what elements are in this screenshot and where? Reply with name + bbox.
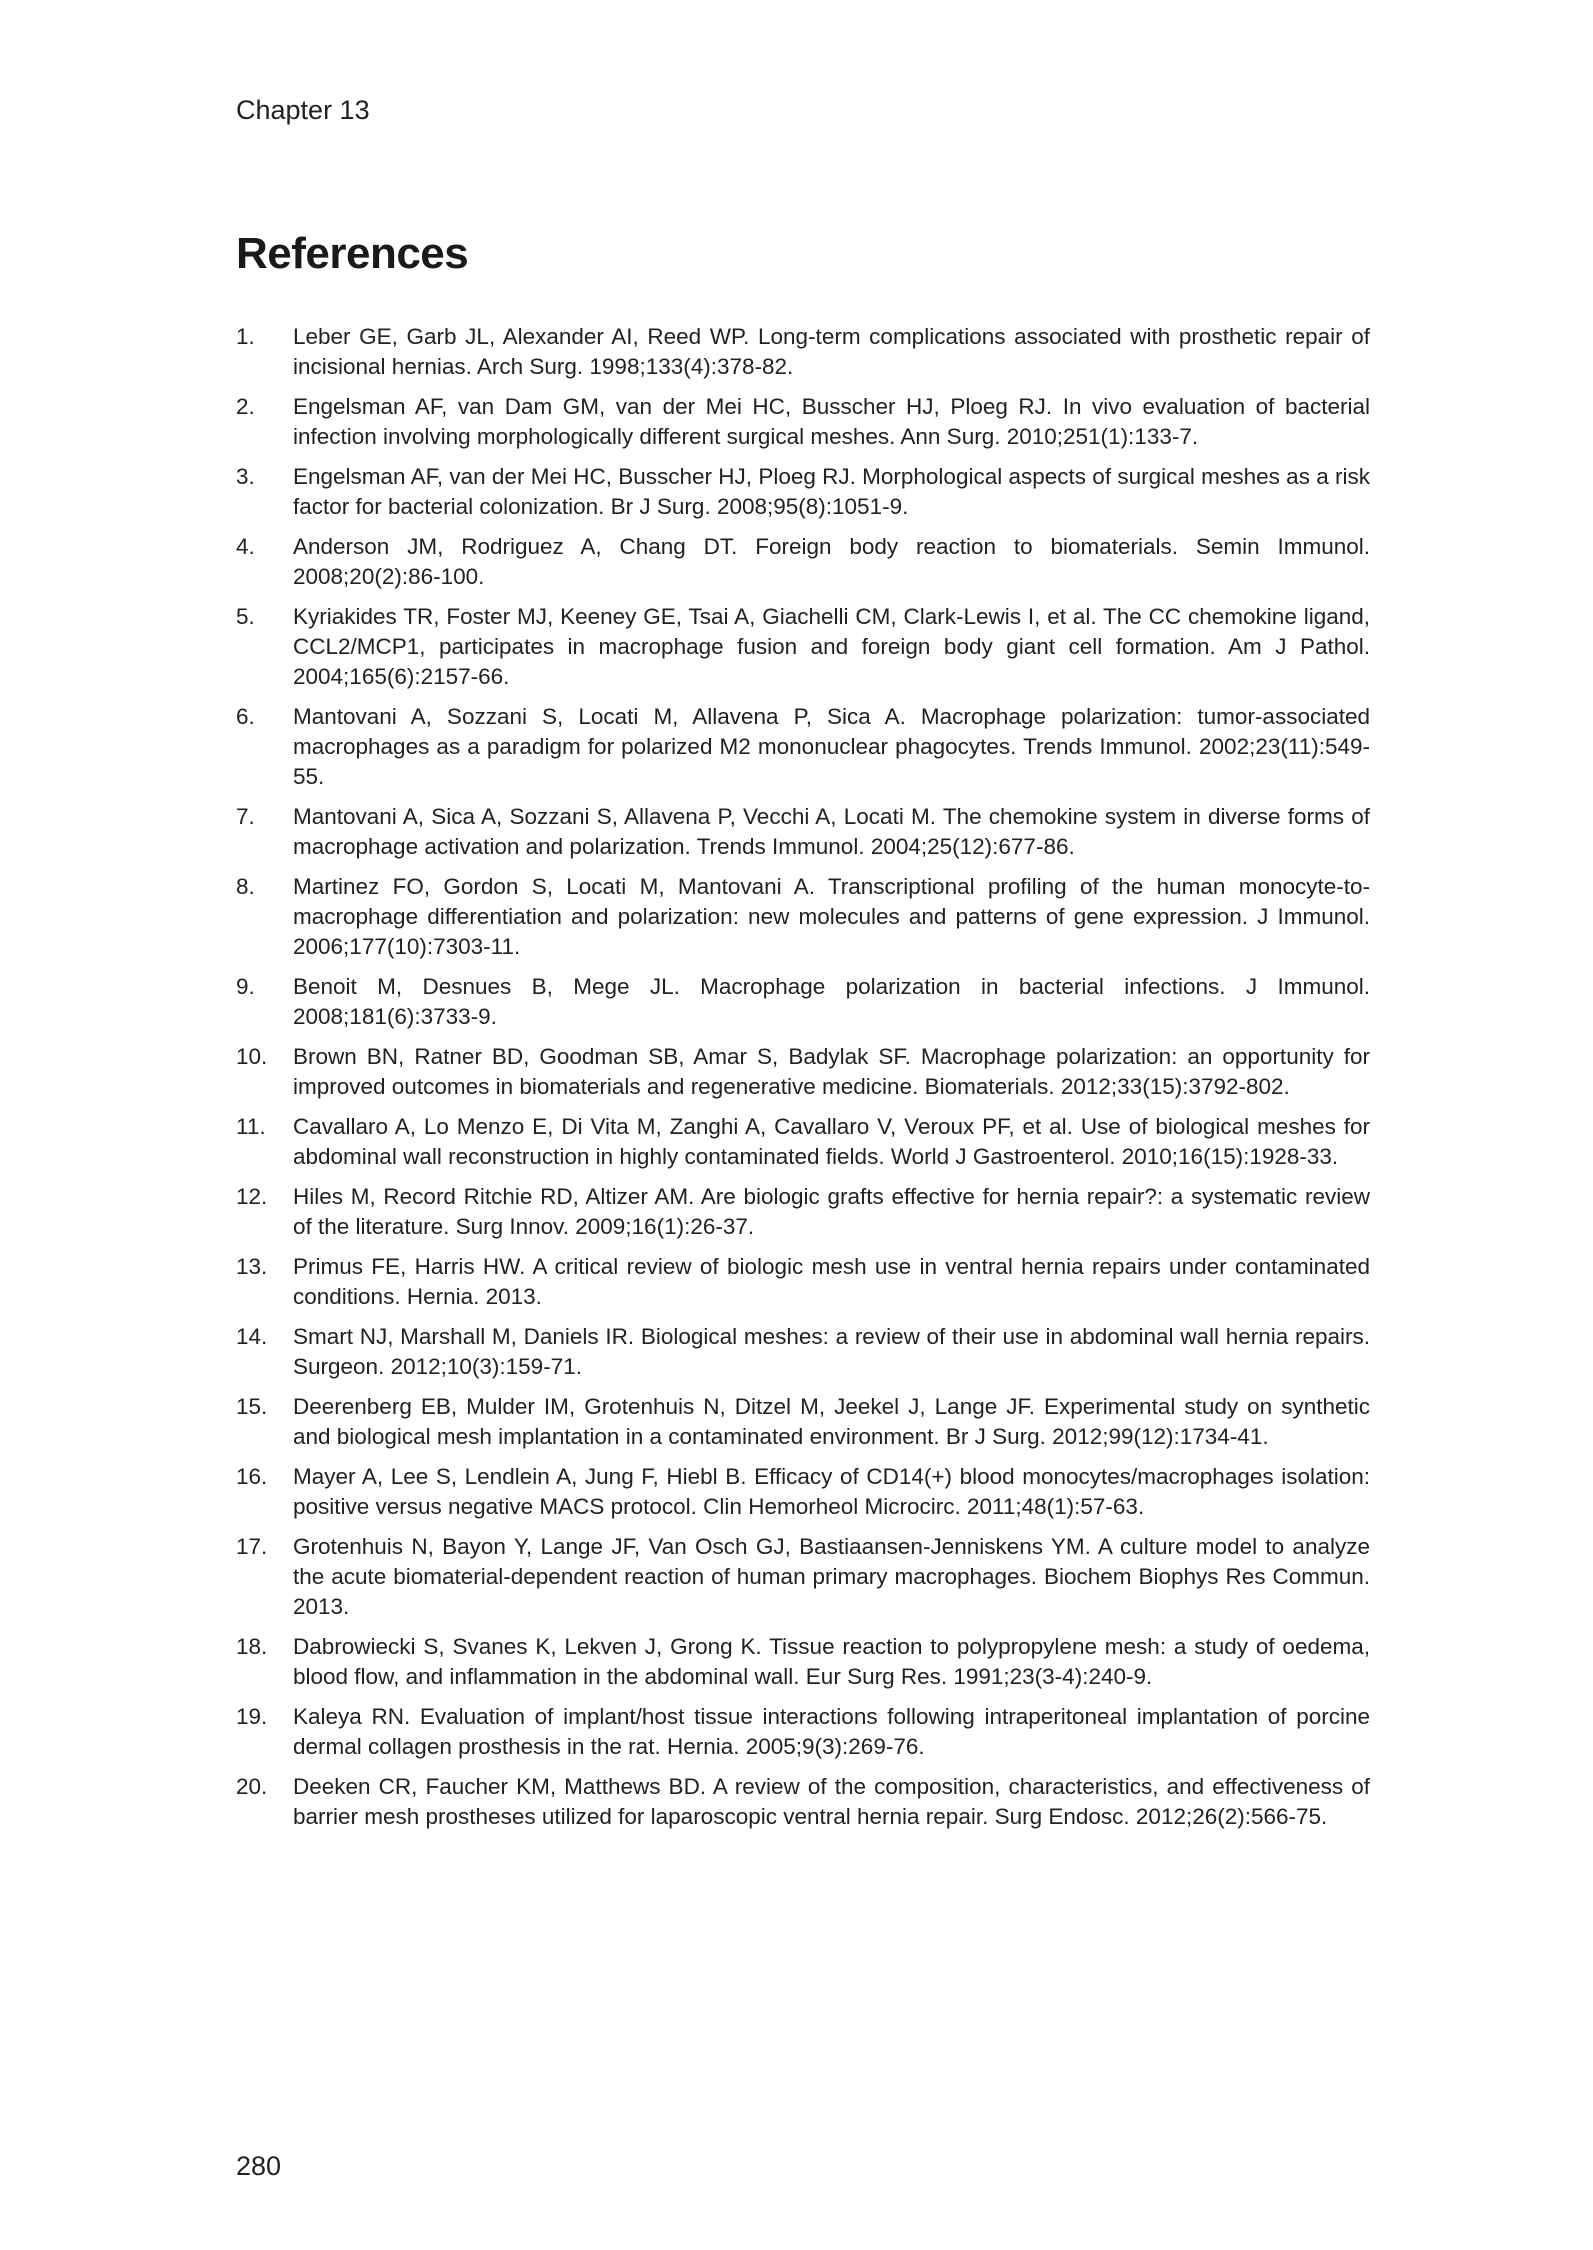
reference-text: Benoit M, Desnues B, Mege JL. Macrophage polarization in bacterial infections. J Immunol. 2008;181(6):3733-9. [293,974,1370,1029]
reference-item [236,1322,1370,1382]
reference-text: Martinez FO, Gordon S, Locati M, Mantovani A. Transcriptional profiling of the human monocyte-to-macrophage differentiation and polarization: new molecules and patterns of gene expression. J Immunol. 2006;177(10):7303-11. [293,874,1370,959]
reference-text: Leber GE, Garb JL, Alexander AI, Reed WP. Long-term complications associated with prosthetic repair of incisional hernias. Arch Surg. 1998;133(4):378-82. [293,324,1370,379]
reference-item [236,972,1370,1032]
reference-item [236,602,1370,692]
reference-number: 19. [236,1704,268,1729]
reference-item [236,1772,1370,1832]
reference-text: Brown BN, Ratner BD, Goodman SB, Amar S, Badylak SF. Macrophage polarization: an opportunity for improved outcomes in biomaterials and regenerative medicine. Biomaterials. 2012;33(15):3792-802. [293,1044,1370,1099]
reference-item [236,702,1370,792]
reference-text: Kaleya RN. Evaluation of implant/host tissue interactions following intraperitoneal implantation of porcine dermal collagen prosthesis in the rat. Hernia. 2005;9(3):269-76. [293,1704,1370,1759]
reference-number: 3. [236,464,255,489]
reference-text: Hiles M, Record Ritchie RD, Altizer AM. Are biologic grafts effective for hernia repair?: a systematic review of the literature. Surg Innov. 2009;16(1):26-37. [293,1184,1370,1239]
reference-text: Dabrowiecki S, Svanes K, Lekven J, Grong K. Tissue reaction to polypropylene mesh: a study of oedema, blood flow, and inflammation in the abdominal wall. Eur Surg Res. 1991;23(3-4):240-9. [293,1634,1370,1689]
reference-text: Cavallaro A, Lo Menzo E, Di Vita M, Zanghi A, Cavallaro V, Veroux PF, et al. Use of biological meshes for abdominal wall reconstruction in highly contaminated fields. World J Gastroenterol. 2010;16(15):1928-33. [293,1114,1370,1169]
reference-item [236,462,1370,522]
reference-number: 7. [236,804,255,829]
reference-item [236,532,1370,592]
reference-item [236,1702,1370,1762]
reference-text: Anderson JM, Rodriguez A, Chang DT. Foreign body reaction to biomaterials. Semin Immunol. 2008;20(2):86-100. [293,534,1370,589]
reference-list [236,322,1370,1842]
reference-number: 4. [236,534,255,559]
reference-text: Mantovani A, Sozzani S, Locati M, Allavena P, Sica A. Macrophage polarization: tumor-associated macrophages as a paradigm for polarized M2 mononuclear phagocytes. Trends Immunol. 2002;23(11):549-55. [293,704,1370,789]
reference-number: 12. [236,1184,268,1209]
chapter-label: Chapter 13 [236,95,370,125]
reference-number: 14. [236,1324,268,1349]
reference-number: 13. [236,1254,268,1279]
reference-text: Mayer A, Lee S, Lendlein A, Jung F, Hiebl B. Efficacy of CD14(+) blood monocytes/macrophages isolation: positive versus negative MACS protocol. Clin Hemorheol Microcirc. 2011;48(1):57-63. [293,1464,1370,1519]
reference-number: 18. [236,1634,268,1659]
reference-item [236,1182,1370,1242]
reference-text: Deeken CR, Faucher KM, Matthews BD. A review of the composition, characteristics, and effectiveness of barrier mesh prostheses utilized for laparoscopic ventral hernia repair. Surg Endosc. 2012;26(2):566-75. [293,1774,1370,1829]
reference-text: Deerenberg EB, Mulder IM, Grotenhuis N, Ditzel M, Jeekel J, Lange JF. Experimental study on synthetic and biological mesh implantation in a contaminated environment. Br J Surg. 2012;99(12):1734-41. [293,1394,1370,1449]
reference-text: Grotenhuis N, Bayon Y, Lange JF, Van Osch GJ, Bastiaansen-Jenniskens YM. A culture model to analyze the acute biomaterial-dependent reaction of human primary macrophages. Biochem Biophys Res Commun. 2013. [293,1534,1370,1619]
reference-text: Engelsman AF, van der Mei HC, Busscher HJ, Ploeg RJ. Morphological aspects of surgical meshes as a risk factor for bacterial colonization. Br J Surg. 2008;95(8):1051-9. [293,464,1370,519]
reference-text: Primus FE, Harris HW. A critical review of biologic mesh use in ventral hernia repairs under contaminated conditions. Hernia. 2013. [293,1254,1370,1309]
reference-text: Mantovani A, Sica A, Sozzani S, Allavena P, Vecchi A, Locati M. The chemokine system in diverse forms of macrophage activation and polarization. Trends Immunol. 2004;25(12):677-86. [293,804,1370,859]
reference-number: 9. [236,974,255,999]
reference-item [236,1462,1370,1522]
reference-number: 17. [236,1534,268,1559]
reference-number: 11. [236,1114,266,1139]
reference-number: 10. [236,1044,268,1069]
reference-number: 1. [236,324,255,349]
reference-text: Engelsman AF, van Dam GM, van der Mei HC, Busscher HJ, Ploeg RJ. In vivo evaluation of bacterial infection involving morphologically different surgical meshes. Ann Surg. 2010;251(1):133-7. [293,394,1370,449]
reference-item [236,1392,1370,1452]
page-number: 280 [236,2151,282,2181]
reference-item [236,392,1370,452]
reference-number: 8. [236,874,255,899]
reference-item [236,1252,1370,1312]
section-heading: References [236,229,469,278]
reference-number: 16. [236,1464,268,1489]
reference-text: Smart NJ, Marshall M, Daniels IR. Biological meshes: a review of their use in abdominal wall hernia repairs. Surgeon. 2012;10(3):159-71. [293,1324,1370,1379]
reference-item [236,1112,1370,1172]
reference-number: 6. [236,704,255,729]
reference-item [236,1632,1370,1692]
reference-number: 15. [236,1394,268,1419]
reference-item [236,1042,1370,1102]
reference-number: 20. [236,1774,268,1799]
reference-number: 5. [236,604,255,629]
reference-item [236,1532,1370,1622]
reference-number: 2. [236,394,255,419]
reference-item [236,802,1370,862]
reference-text: Kyriakides TR, Foster MJ, Keeney GE, Tsai A, Giachelli CM, Clark-Lewis I, et al. The CC chemokine ligand, CCL2/MCP1, participates in macrophage fusion and foreign body giant cell formation. Am J Pathol. 2004;165(6):2157-66. [293,604,1370,689]
reference-item [236,322,1370,382]
reference-item [236,872,1370,962]
